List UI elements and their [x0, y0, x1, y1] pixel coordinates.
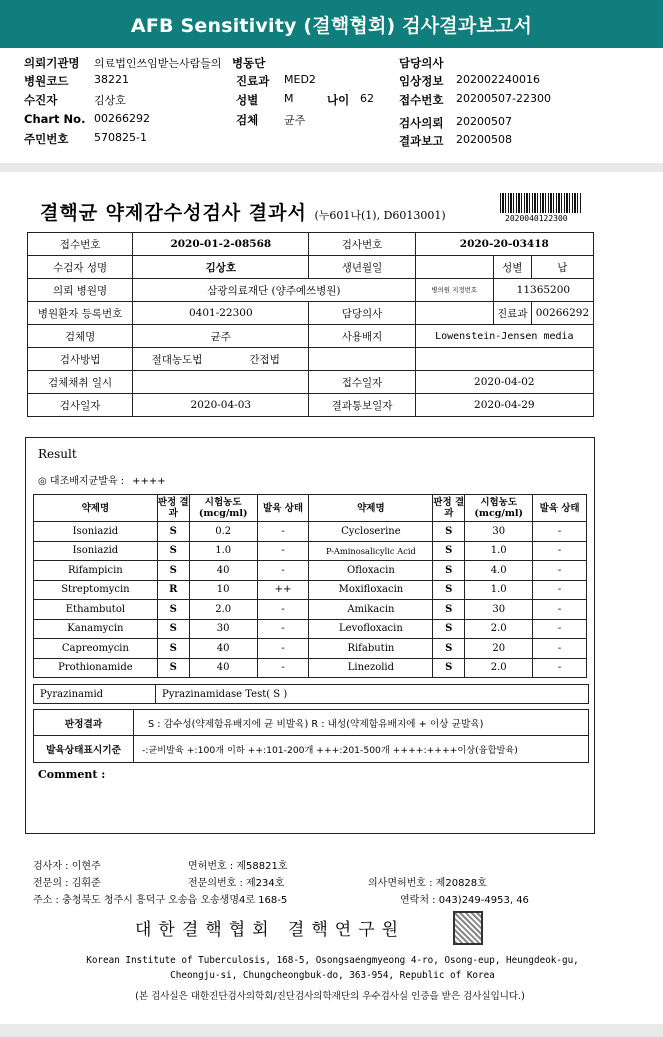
meta-row	[28, 279, 594, 302]
drug-growth: -	[257, 658, 309, 678]
meta-value: 11365200	[493, 279, 593, 302]
drug-result: S	[433, 639, 465, 659]
hospital-code-label: 병원코드	[24, 74, 69, 88]
col-result: 판정 결과	[433, 495, 465, 522]
drug-growth: -	[533, 658, 587, 678]
chart-label: Chart No.	[24, 112, 86, 126]
meta-value: 균주	[133, 325, 309, 348]
rrn-label: 주민번호	[24, 132, 69, 146]
control-culture-label: ◎ 대조배지균발육 :	[38, 476, 125, 487]
drug-growth: ++	[257, 580, 309, 600]
request-value: 20200507	[456, 115, 512, 128]
certification-note: (본 검사실은 대한진단검사의학회/진단검사의학재단의 우수검사실 인증을 받은 검사실입니다.)	[135, 991, 525, 1002]
barcode-number: 2020040122300	[505, 214, 568, 223]
doctor-label: 담당의사	[399, 56, 444, 70]
drug-result: S	[433, 541, 465, 561]
specimen-meta-table	[27, 232, 594, 417]
drug-result: S	[157, 561, 189, 581]
legend-box	[33, 709, 589, 763]
drug-concentration: 2.0	[465, 619, 533, 639]
meta-value: 00266292	[531, 302, 593, 325]
drug-result: S	[157, 541, 189, 561]
drug-growth: -	[257, 619, 309, 639]
meta-value: 삼광의료재단 (양주예쓰병원)	[133, 279, 415, 302]
meta-label: 검체채취 일시	[28, 371, 133, 394]
meta-row	[28, 348, 594, 371]
drug-growth: -	[533, 580, 587, 600]
drug-name: P-Aminosalicylic Acid	[309, 541, 433, 561]
meta-value: 2020-20-03418	[415, 233, 593, 256]
drug-concentration: 40	[189, 658, 257, 678]
meta-label: 수검자 성명	[28, 256, 133, 279]
pza-label: Pyrazinamid	[34, 685, 156, 703]
age-value: 62	[360, 92, 374, 105]
patient-label: 수진자	[24, 93, 58, 107]
rrn-value: 570825-1	[94, 131, 147, 144]
col-growth: 발육 상태	[257, 495, 309, 522]
drug-concentration: 10	[189, 580, 257, 600]
meta-empty	[309, 348, 415, 371]
drug-name: Rifabutin	[309, 639, 433, 659]
table-row	[34, 639, 587, 659]
drug-name: Linezolid	[309, 658, 433, 678]
meta-row	[28, 256, 594, 279]
col-drug: 약제명	[34, 495, 158, 522]
drug-result: S	[433, 619, 465, 639]
drug-concentration: 40	[189, 561, 257, 581]
drug-concentration: 20	[465, 639, 533, 659]
table-row	[34, 619, 587, 639]
report-header	[0, 0, 663, 48]
drug-result: S	[433, 522, 465, 542]
institute-name: 대한결핵협회 결핵연구원	[135, 920, 406, 940]
drug-growth: -	[533, 639, 587, 659]
report-value: 20200508	[456, 133, 512, 146]
meta-row	[28, 302, 594, 325]
drug-name: Rifampicin	[34, 561, 158, 581]
drug-susceptibility-table	[33, 494, 587, 678]
meta-label: 생년월일	[309, 256, 415, 279]
growth-criteria-label: 발육상태표시기준	[34, 736, 134, 762]
report-label: 결과보고	[399, 134, 444, 148]
phone: 연락처 : 043)249-4953, 46	[400, 895, 529, 906]
institute-address-line2: Cheongju-si, Chungcheongbuk-do, 363-954, Republic of Korea	[170, 970, 495, 981]
meta-value: 남	[531, 256, 593, 279]
result-section	[25, 437, 595, 834]
meta-value: 절대농도법	[133, 348, 221, 371]
drug-concentration: 30	[465, 600, 533, 620]
document-code: (누601나(1), D6013001)	[314, 209, 446, 222]
report-title: AFB Sensitivity (결핵협회) 검사결과보고서	[130, 14, 533, 37]
table-row	[34, 561, 587, 581]
drug-concentration: 2.0	[189, 600, 257, 620]
drug-name: Ethambutol	[34, 600, 158, 620]
patient-info	[24, 55, 654, 155]
meta-value: 김상호	[133, 256, 309, 279]
drug-result: S	[157, 600, 189, 620]
meta-empty	[415, 348, 593, 371]
department-value: 병동단	[232, 56, 266, 70]
meta-label: 의뢰 병원명	[28, 279, 133, 302]
meta-value	[133, 371, 309, 394]
meta-label: 검사번호	[309, 233, 415, 256]
official-seal	[453, 911, 483, 945]
drug-result: S	[157, 522, 189, 542]
receipt-label: 접수번호	[399, 93, 444, 107]
drug-concentration: 1.0	[465, 580, 533, 600]
comment-label: Comment :	[38, 768, 106, 781]
drug-name: Kanamycin	[34, 619, 158, 639]
meta-row	[28, 233, 594, 256]
meta-value: 2020-04-29	[415, 394, 593, 417]
meta-label: 접수번호	[28, 233, 133, 256]
meta-row	[28, 371, 594, 394]
request-label: 검사의뢰	[399, 116, 444, 130]
drug-result: S	[157, 658, 189, 678]
doctor-license: 의사면허번호 : 제20828호	[368, 878, 487, 889]
drug-growth: -	[533, 522, 587, 542]
meta-value: Lowenstein-Jensen media	[415, 325, 593, 348]
receipt-value: 20200507-22300	[456, 92, 551, 105]
barcode	[500, 193, 582, 213]
drug-concentration: 30	[189, 619, 257, 639]
drug-result: S	[433, 658, 465, 678]
meta-value: 간접법	[221, 348, 309, 371]
meta-label: 진료과	[493, 302, 531, 325]
meta-value	[415, 302, 493, 325]
document-title	[40, 198, 446, 225]
growth-criteria-row	[34, 736, 588, 762]
drug-concentration: 0.2	[189, 522, 257, 542]
col-result: 판정 결과	[157, 495, 189, 522]
meta-label: 담당의사	[309, 302, 415, 325]
pyrazinamide-row	[33, 684, 589, 704]
drug-result: S	[157, 639, 189, 659]
drug-name: Cycloserine	[309, 522, 433, 542]
growth-criteria-value: -:균비발육 +:100개 이하 ++:101-200개 +++:201-500개 ++++:++++이상(융합발육)	[142, 745, 518, 756]
examiner: 검사자 : 이현주	[33, 861, 101, 872]
drug-result: S	[433, 580, 465, 600]
pza-value: Pyrazinamidase Test( S )	[162, 688, 288, 700]
drug-concentration: 30	[465, 522, 533, 542]
drug-growth: -	[533, 561, 587, 581]
drug-result: S	[157, 619, 189, 639]
meta-label: 검사일자	[28, 394, 133, 417]
col-drug: 약제명	[309, 495, 433, 522]
hospital-code-value: 38221	[94, 73, 129, 86]
drug-growth: -	[533, 619, 587, 639]
bottom-divider	[0, 1024, 663, 1037]
drug-concentration: 1.0	[465, 541, 533, 561]
drug-name: Moxifloxacin	[309, 580, 433, 600]
drug-growth: -	[257, 541, 309, 561]
drug-growth: -	[257, 561, 309, 581]
sex-value: M	[284, 92, 294, 105]
dept-label: 진료과	[236, 74, 270, 88]
clinical-label: 임상정보	[399, 74, 444, 88]
table-row	[34, 600, 587, 620]
section-divider	[0, 163, 663, 172]
drug-growth: -	[533, 600, 587, 620]
meta-label: 검사방법	[28, 348, 133, 371]
drug-growth: -	[533, 541, 587, 561]
meta-label: 사용배지	[309, 325, 415, 348]
institution-value: 의료법인쓰임받는사람들의	[94, 57, 222, 70]
age-label: 나이	[327, 93, 350, 107]
judgement-row	[34, 710, 588, 736]
table-row	[34, 580, 587, 600]
meta-row	[28, 394, 594, 417]
institute-address-line1: Korean Institute of Tuberculosis, 168-5, Osongsaengmyeong 4-ro, Osong-eup, Heungdeok-gu,	[86, 955, 579, 966]
judgement-label: 판정결과	[34, 710, 134, 735]
control-culture	[38, 472, 166, 487]
drug-name: Amikacin	[309, 600, 433, 620]
control-culture-value: ++++	[132, 476, 166, 487]
drug-name: Streptomycin	[34, 580, 158, 600]
drug-name: Capreomycin	[34, 639, 158, 659]
meta-label: 접수일자	[309, 371, 415, 394]
specimen-label: 검체	[236, 113, 259, 127]
meta-value: 2020-04-03	[133, 394, 309, 417]
meta-value: 2020-01-2-08568	[133, 233, 309, 256]
meta-label: 검체명	[28, 325, 133, 348]
drug-concentration: 4.0	[465, 561, 533, 581]
col-growth: 발육 상태	[533, 495, 587, 522]
meta-value: 0401-22300	[133, 302, 309, 325]
patient-value: 김상호	[94, 94, 126, 107]
institution-label: 의뢰기관명	[24, 56, 80, 70]
drug-name: Isoniazid	[34, 522, 158, 542]
clinical-value: 202002240016	[456, 73, 540, 86]
drug-name: Levofloxacin	[309, 619, 433, 639]
drug-concentration: 2.0	[465, 658, 533, 678]
col-concentration: 시험농도 (mcg/ml)	[465, 495, 533, 522]
table-row	[34, 658, 587, 678]
specimen-value: 균주	[284, 114, 306, 127]
meta-label: 결과통보일자	[309, 394, 415, 417]
table-header-row	[34, 495, 587, 522]
drug-name: Ofloxacin	[309, 561, 433, 581]
sex-label: 성별	[236, 93, 259, 107]
chart-value: 00266292	[94, 112, 150, 125]
drug-growth: -	[257, 600, 309, 620]
drug-result: S	[433, 561, 465, 581]
drug-growth: -	[257, 522, 309, 542]
meta-label: 병원환자 등록번호	[28, 302, 133, 325]
specialist: 전문의 : 김휘준	[33, 878, 101, 889]
table-row	[34, 541, 587, 561]
judgement-value: S : 감수성(약제함유배지에 균 비발육) R : 내성(약제함유배지에 + 이상 균발육)	[148, 718, 484, 730]
drug-name: Prothionamide	[34, 658, 158, 678]
drug-name: Isoniazid	[34, 541, 158, 561]
col-concentration: 시험농도 (mcg/ml)	[189, 495, 257, 522]
drug-growth: -	[257, 639, 309, 659]
specialist-license: 전문의번호 : 제234호	[188, 878, 285, 889]
table-row	[34, 522, 587, 542]
examiner-license: 면허번호 : 제58821호	[188, 861, 288, 872]
meta-label: 병의원 지정번호	[415, 279, 493, 302]
meta-value	[415, 256, 493, 279]
meta-row	[28, 325, 594, 348]
dept-value: MED2	[284, 73, 316, 86]
address: 주소 : 충청북도 청주시 흥덕구 오송읍 오송생명4로 168-5	[33, 895, 288, 906]
result-title: Result	[38, 447, 77, 461]
drug-result: S	[433, 600, 465, 620]
drug-concentration: 40	[189, 639, 257, 659]
document-title-text: 결핵균 약제감수성검사 결과서	[40, 202, 307, 224]
drug-result: R	[157, 580, 189, 600]
meta-label: 성별	[493, 256, 531, 279]
meta-value: 2020-04-02	[415, 371, 593, 394]
drug-concentration: 1.0	[189, 541, 257, 561]
